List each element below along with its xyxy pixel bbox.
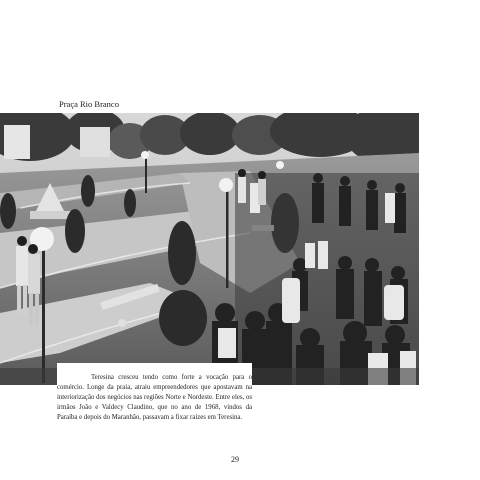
page-number: 29 [231, 455, 239, 464]
body-text-box [57, 363, 252, 423]
body-paragraph: Teresina cresceu tendo como forte a vocação para o comércio. Longe da praia, atraiu empreendedores que apostavam na interiorização dos negócios nas regiões Norte e Nordeste. Entre eles, os irmãos João e Valdecy Claudino, que no ano de 1968, vindos da Paraíba e depois do Maranhão, passavam a fixar raízes em Teresina. [57, 374, 252, 421]
photo-caption: Praça Rio Branco [59, 99, 119, 109]
historic-photo [0, 113, 419, 385]
photo-praca-rio-branco [0, 113, 419, 385]
crowd [212, 173, 419, 385]
